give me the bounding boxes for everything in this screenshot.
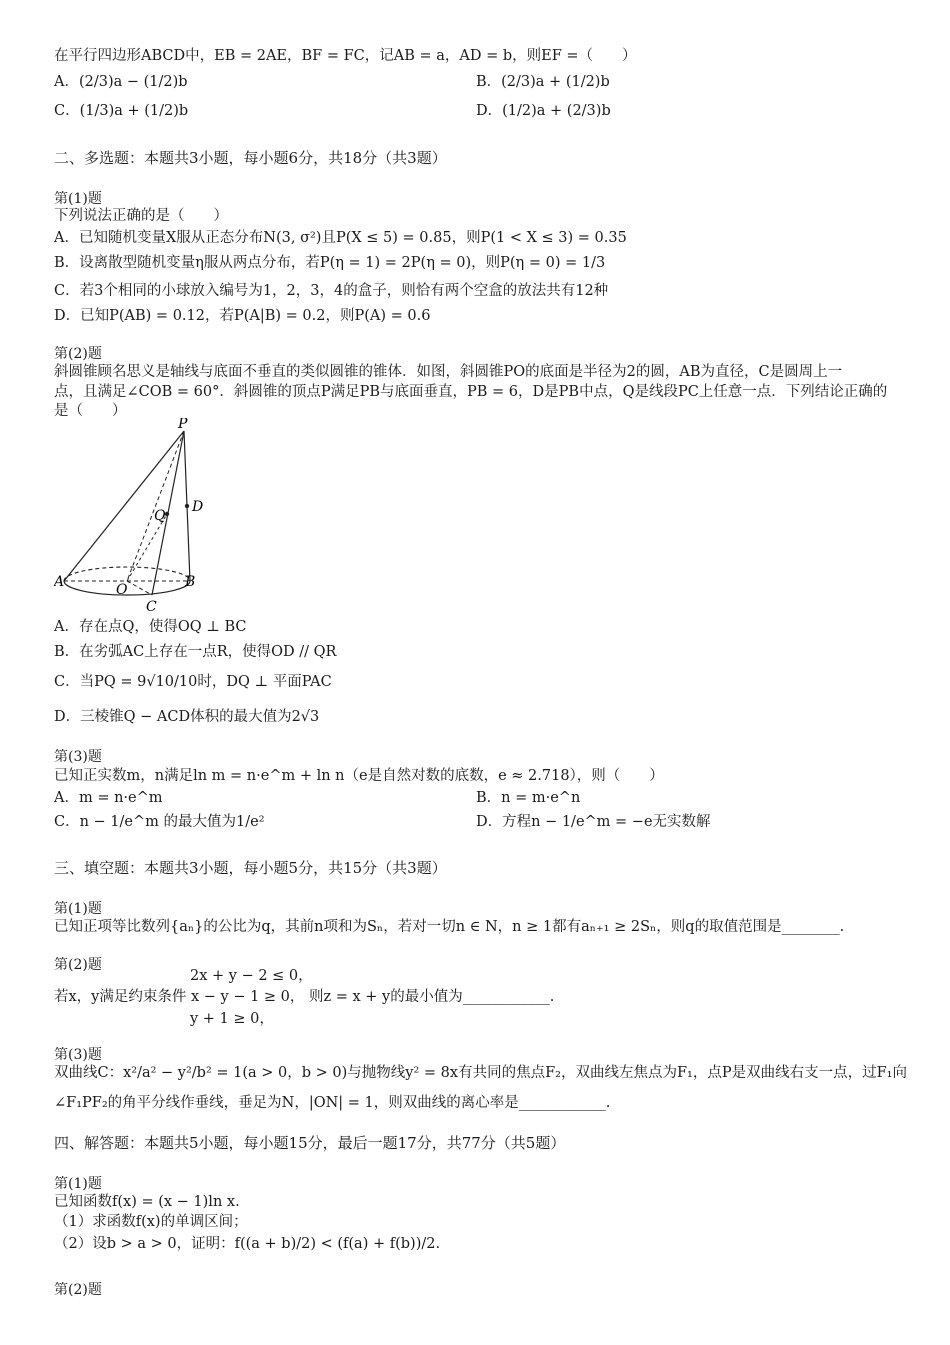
- text-line: 三、填空题：本题共3小题，每小题5分，共15分（共3题）: [54, 859, 447, 877]
- text-line: D．三棱锥Q − ACD体积的最大值为2√3: [54, 709, 320, 725]
- label-b: B: [185, 574, 196, 590]
- text-line: 已知正实数m，n满足ln m = n·e^m + ln n（e是自然对数的底数，e ≈ 2.718），则（ ）: [54, 768, 664, 784]
- text-line: 第(1)题: [54, 901, 102, 917]
- text-line: C．若3个相同的小球放入编号为1，2，3，4的盒子，则恰有两个空盒的放法共有12种: [54, 283, 609, 299]
- text-line: C．n − 1/e^m 的最大值为1/e²: [54, 814, 265, 830]
- text-line: 若x，y满足约束条件 x − y − 1 ≥ 0， 则z = x + y的最小值为____________.: [54, 989, 555, 1005]
- text-line: y + 1 ≥ 0，: [190, 1011, 274, 1027]
- label-d: D: [192, 499, 204, 515]
- edge-pa: [64, 431, 184, 581]
- text-line: D．已知P(AB) = 0.12，若P(A|B) = 0.2，则P(A) = 0.6: [54, 308, 431, 324]
- text-line: A．存在点Q，使得OQ ⊥ BC: [54, 619, 247, 635]
- text-line: 是（ ）: [54, 403, 127, 419]
- text-line: A．(2/3)a − (1/2)b: [54, 74, 188, 90]
- text-line: 第(2)题: [54, 957, 102, 973]
- label-c: C: [146, 599, 157, 615]
- text-line: 双曲线C：x²/a² − y²/b² = 1(a > 0，b > 0)与抛物线y² = 8x有共同的焦点F₂，双曲线左焦点为F₁，点P是双曲线右支一点，过F₁向: [54, 1065, 907, 1081]
- text-line: 已知正项等比数列{aₙ}的公比为q，其前n项和为Sₙ，若对一切n ∈ N，n ≥ 1都有aₙ₊₁ ≥ 2Sₙ，则q的取值范围是________.: [54, 919, 845, 935]
- point-d: [185, 504, 189, 508]
- text-line: 第(2)题: [54, 1282, 102, 1298]
- text-line: 第(3)题: [54, 1047, 102, 1063]
- label-p: P: [178, 418, 188, 432]
- text-line: A．m = n·e^m: [54, 790, 163, 806]
- text-line: C．(1/3)a + (1/2)b: [54, 103, 189, 119]
- text-line: D．方程n − 1/e^m = −e无实数解: [476, 814, 711, 830]
- text-line: ∠F₁PF₂的角平分线作垂线，垂足为N，|ON| = 1，则双曲线的离心率是____________.: [54, 1095, 611, 1111]
- text-line: 点，且满足∠COB = 60°．斜圆锥的顶点P满足PB与底面垂直，PB = 6，D是PB中点，Q是线段PC上任意一点．下列结论正确的: [54, 384, 888, 400]
- text-line: B．n = m·e^n: [476, 790, 581, 806]
- text-line: 第(2)题: [54, 346, 102, 362]
- text-line: 2x + y − 2 ≤ 0，: [190, 968, 313, 984]
- text-line: 第(3)题: [54, 749, 102, 765]
- text-line: 第(1)题: [54, 191, 102, 207]
- oblique-cone-figure: [54, 418, 214, 618]
- text-line: 斜圆锥顾名思义是轴线与底面不垂直的类似圆锥的锥体．如图，斜圆锥PO的底面是半径为2的圆，AB为直径，C是圆周上一: [54, 364, 843, 380]
- text-line: 已知函数f(x) = (x − 1)ln x.: [54, 1194, 240, 1210]
- label-a: A: [54, 574, 65, 590]
- text-line: 第(1)题: [54, 1176, 102, 1192]
- text-line: B．在劣弧AC上存在一点R，使得OD // QR: [54, 644, 337, 660]
- text-line: （2）设b > a > 0，证明：f((a + b)/2) < (f(a) + f(b))/2.: [54, 1236, 441, 1252]
- text-line: 二、多选题：本题共3小题，每小题6分，共18分（共3题）: [54, 149, 447, 167]
- label-o: O: [116, 582, 128, 598]
- text-line: B．(2/3)a + (1/2)b: [476, 74, 610, 90]
- text-line: C．当PQ = 9√10/10时，DQ ⊥ 平面PAC: [54, 674, 332, 690]
- axis-po: [127, 431, 184, 581]
- text-line: 在平行四边形ABCD中，EB = 2AE，BF = FC，记AB = a，AD = b，则EF =（ ）: [54, 48, 637, 64]
- text-line: 下列说法正确的是（ ）: [54, 208, 228, 224]
- text-line: D．(1/2)a + (2/3)b: [476, 103, 611, 119]
- label-q: Q: [154, 508, 166, 524]
- text-line: 四、解答题：本题共5小题，每小题15分，最后一题17分，共77分（共5题）: [54, 1134, 566, 1152]
- segment-oc: [127, 581, 152, 595]
- text-line: B．设离散型随机变量η服从两点分布，若P(η = 1) = 2P(η = 0)，则P(η = 0) = 1/3: [54, 255, 606, 271]
- text-line: A．已知随机变量X服从正态分布N(3, σ²)且P(X ≤ 5) = 0.85，则P(1 < X ≤ 3) = 0.35: [54, 230, 627, 246]
- base-back-arc: [64, 567, 190, 581]
- text-line: （1）求函数f(x)的单调区间；: [54, 1214, 248, 1230]
